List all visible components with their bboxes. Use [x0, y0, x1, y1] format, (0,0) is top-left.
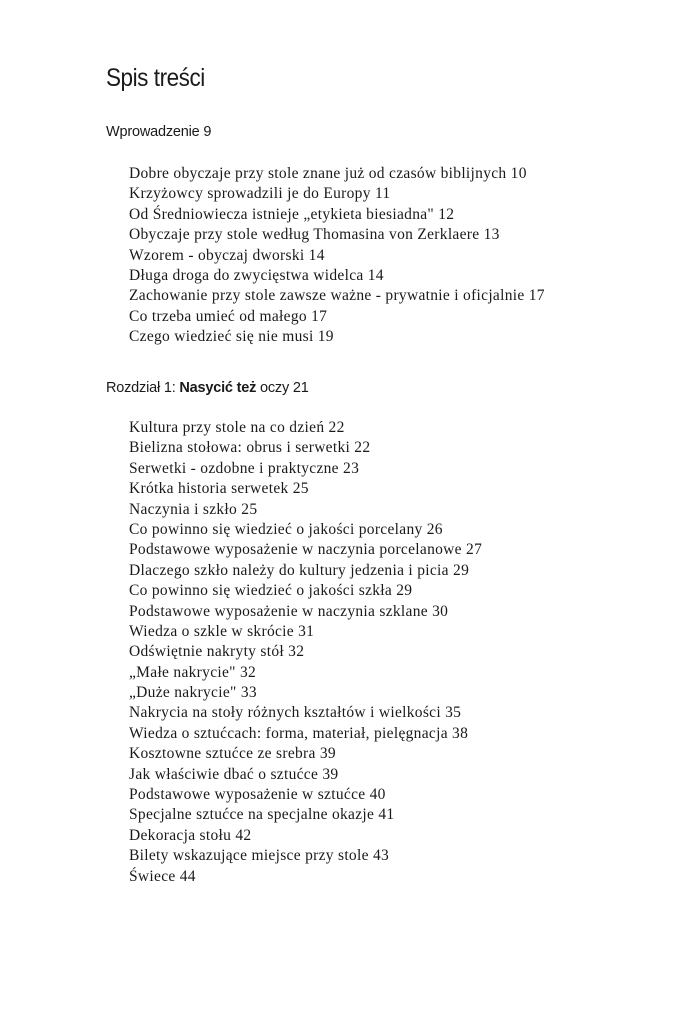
toc-entry: Naczynia i szkło 25: [129, 500, 258, 518]
section-heading-introduction: Wprowadzenie 9: [106, 124, 212, 140]
page-title: Spis treści: [106, 64, 205, 92]
toc-entry: Od Średniowiecza istnieje „etykieta biesiadna" 12: [129, 205, 455, 223]
toc-entry: Wzorem - obyczaj dworski 14: [129, 246, 325, 264]
toc-entry: Serwetki - ozdobne i praktyczne 23: [129, 459, 360, 477]
chapter-1-label: Rozdział 1:: [106, 380, 180, 396]
toc-entry: Co powinno się wiedzieć o jakości szkła 29: [129, 582, 413, 600]
toc-entry: Długa droga do zwycięstwa widelca 14: [129, 266, 384, 284]
toc-entry: Wiedza o szkle w skrócie 31: [129, 622, 315, 640]
toc-entry: Zachowanie przy stole zawsze ważne - prywatnie i oficjalnie 17: [129, 287, 545, 305]
introduction-entries-list: [129, 164, 545, 348]
toc-entry: Czego wiedzieć się nie musi 19: [129, 328, 334, 346]
toc-entry: Co trzeba umieć od małego 17: [129, 307, 328, 325]
toc-entry: „Duże nakrycie" 33: [129, 684, 257, 702]
toc-entry: Świece 44: [129, 867, 196, 885]
chapter-1-title-rest: oczy 21: [256, 380, 309, 396]
chapter-1-entries-list: [129, 418, 482, 887]
toc-entry: Podstawowe wyposażenie w naczynia porcelanowe 27: [129, 541, 483, 559]
toc-entry: Obyczaje przy stole według Thomasina von Zerklaere 13: [129, 226, 500, 244]
toc-entry: Co powinno się wiedzieć o jakości porcelany 26: [129, 520, 443, 538]
toc-entry: Krzyżowcy sprowadzili je do Europy 11: [129, 185, 391, 203]
toc-entry: Podstawowe wyposażenie w sztućce 40: [129, 786, 386, 804]
toc-entry: Kultura przy stole na co dzień 22: [129, 419, 345, 436]
toc-entry: Dlaczego szkło należy do kultury jedzenia i picia 29: [129, 561, 470, 579]
toc-entry: Bielizna stołowa: obrus i serwetki 22: [129, 439, 371, 457]
toc-entry: Nakrycia na stoły różnych kształtów i wielkości 35: [129, 704, 462, 722]
toc-entry: Dobre obyczaje przy stole znane już od czasów biblijnych 10: [129, 165, 527, 182]
toc-entry: Odświętnie nakryty stół 32: [129, 643, 305, 661]
toc-entry: Podstawowe wyposażenie w naczynia szklane 30: [129, 602, 449, 620]
toc-entry: Wiedza o sztućcach: forma, materiał, pielęgnacja 38: [129, 724, 469, 742]
toc-entry: Krótka historia serwetek 25: [129, 480, 309, 498]
chapter-1-title-bold: Nasycić też: [179, 380, 257, 396]
toc-entry: Dekoracja stołu 42: [129, 826, 252, 844]
toc-entry: Bilety wskazujące miejsce przy stole 43: [129, 847, 390, 865]
section-heading-chapter-1: [106, 380, 309, 396]
toc-entry: Kosztowne sztućce ze srebra 39: [129, 745, 336, 763]
toc-entry: „Małe nakrycie" 32: [129, 663, 257, 681]
toc-entry: Specjalne sztućce na specjalne okazje 41: [129, 806, 395, 824]
toc-entry: Jak właściwie dbać o sztućce 39: [129, 765, 339, 783]
